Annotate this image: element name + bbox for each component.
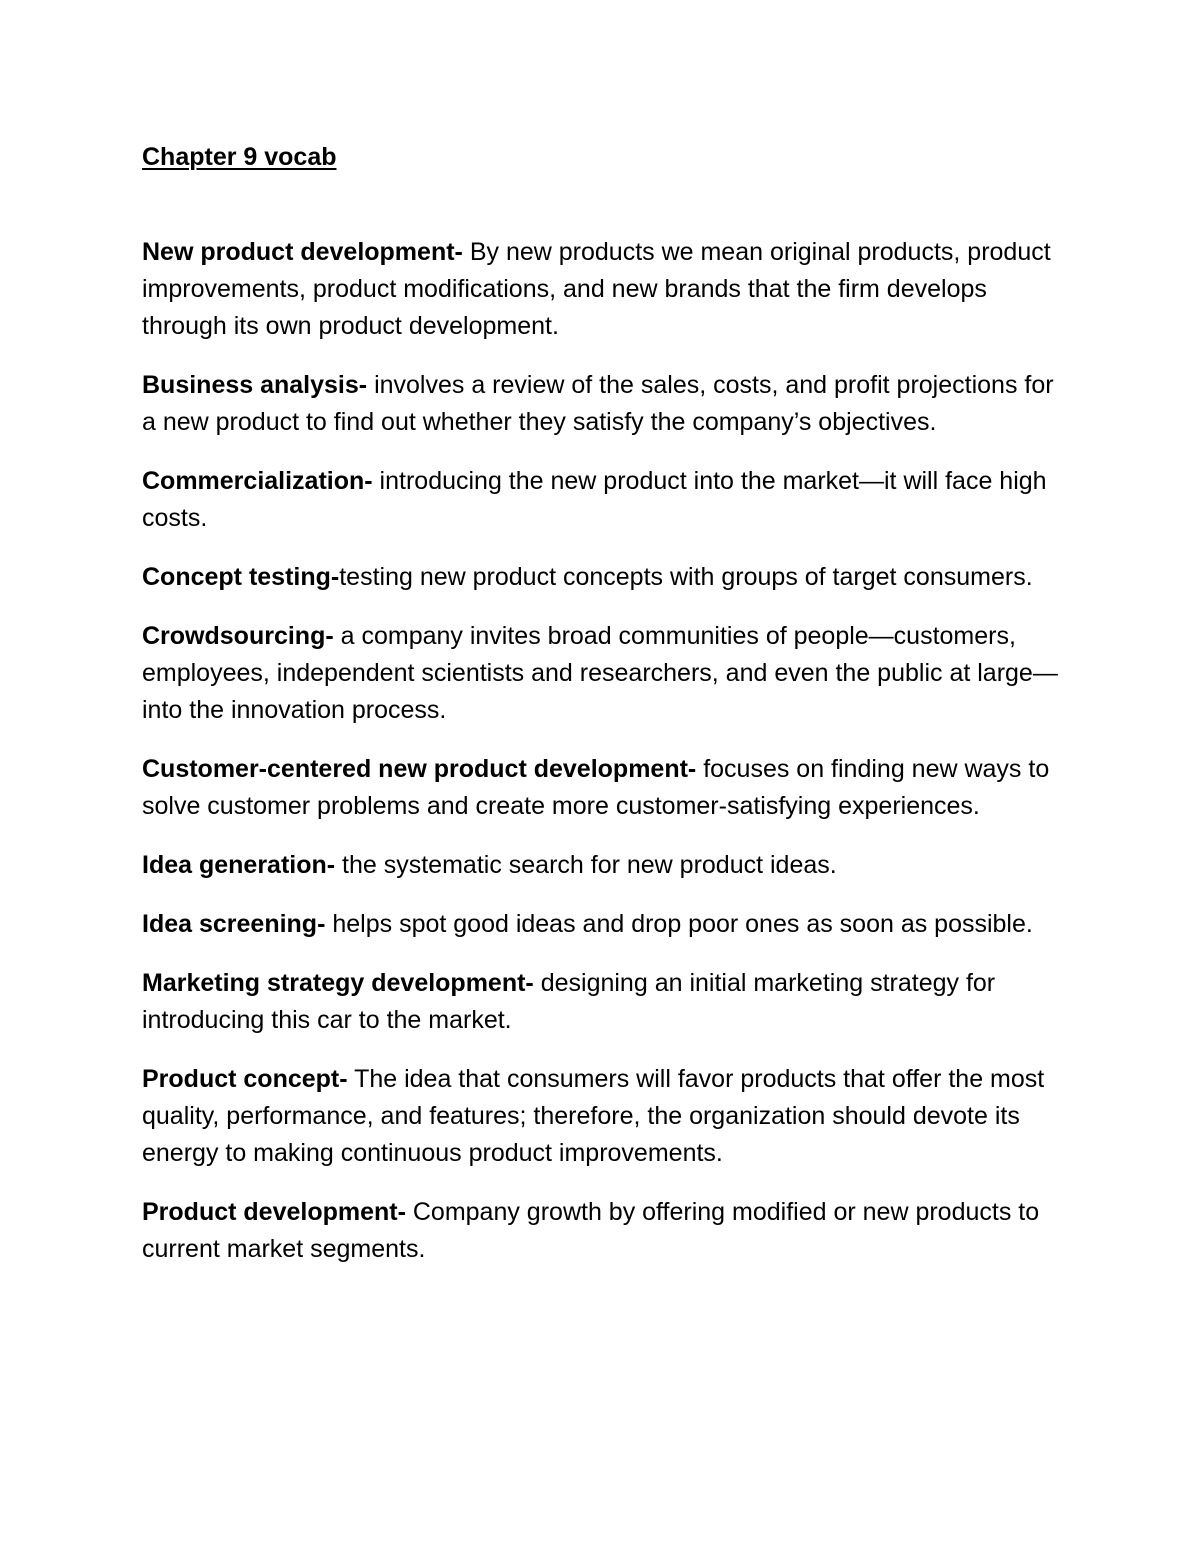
vocab-entry-business-analysis bbox=[142, 367, 1072, 441]
vocab-term: Business analysis- bbox=[142, 371, 368, 399]
vocab-definition: involves a review of the sales, costs, and profit projections for a new product to find out whether they satisfy the company’s objectives. bbox=[142, 371, 1054, 436]
vocab-entry-concept-testing bbox=[142, 559, 1072, 596]
vocab-term: Idea screening- bbox=[142, 910, 326, 938]
vocab-definition: helps spot good ideas and drop poor ones as soon as possible. bbox=[325, 910, 1033, 938]
vocab-definition: testing new product concepts with groups of target consumers. bbox=[339, 563, 1033, 591]
vocab-entry-idea-screening bbox=[142, 906, 1072, 943]
vocab-term: Commercialization- bbox=[142, 467, 373, 495]
vocab-definition: Company growth by offering modified or new products to current market segments. bbox=[142, 1198, 1040, 1263]
vocab-term: Product development- bbox=[142, 1198, 406, 1226]
vocab-term: Customer-centered new product development- bbox=[142, 755, 697, 783]
vocab-entry-customer-centered-new-product-development bbox=[142, 751, 1072, 825]
vocab-entry-marketing-strategy-development bbox=[142, 965, 1072, 1039]
vocab-definition: The idea that consumers will favor products that offer the most quality, performance, and features; therefore, the organization should devote its energy to making continuous product improvements. bbox=[142, 1065, 1045, 1167]
vocab-definition: introducing the new product into the market—it will face high costs. bbox=[142, 467, 1047, 532]
vocab-definition: focuses on finding new ways to solve customer problems and create more customer-satisfying experiences. bbox=[142, 755, 1050, 820]
vocab-definition: By new products we mean original products, product improvements, product modifications, and new brands that the firm develops through its own product development. bbox=[142, 238, 1051, 340]
vocab-entry-product-development bbox=[142, 1194, 1072, 1268]
vocab-entry-product-concept bbox=[142, 1061, 1072, 1172]
vocab-term: Product concept- bbox=[142, 1065, 348, 1093]
vocab-entry-crowdsourcing bbox=[142, 618, 1072, 729]
vocab-term: Crowdsourcing- bbox=[142, 622, 334, 650]
vocab-term: Idea generation- bbox=[142, 851, 336, 879]
vocab-term: Marketing strategy development- bbox=[142, 969, 534, 997]
vocab-term: Concept testing- bbox=[142, 563, 340, 591]
vocab-list bbox=[142, 234, 1072, 1290]
document-title: Chapter 9 vocab bbox=[142, 143, 337, 171]
vocab-definition: the systematic search for new product ideas. bbox=[335, 851, 837, 879]
vocab-definition: designing an initial marketing strategy for introducing this car to the market. bbox=[142, 969, 996, 1034]
vocab-term: New product development- bbox=[142, 238, 463, 266]
vocab-entry-new-product-development bbox=[142, 234, 1072, 345]
vocab-entry-idea-generation bbox=[142, 847, 1072, 884]
vocab-definition: a company invites broad communities of people—customers, employees, independent scientists and researchers, and even the public at large—into the innovation process. bbox=[142, 622, 1058, 724]
vocab-entry-commercialization bbox=[142, 463, 1072, 537]
